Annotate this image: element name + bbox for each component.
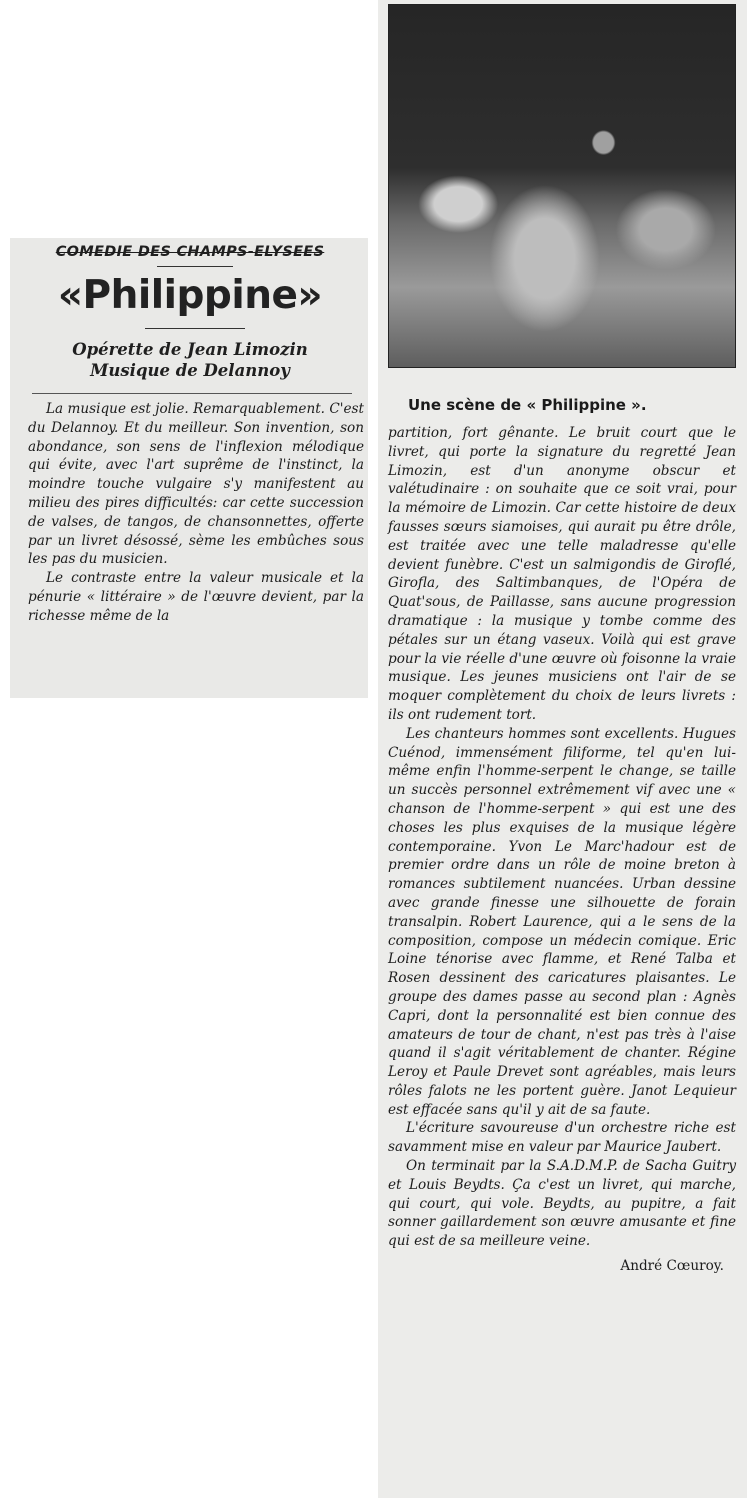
stage-photo (388, 4, 736, 368)
article-clipping-left (10, 238, 368, 698)
article-title: «Philippine» (57, 273, 323, 318)
article-body-left (28, 400, 364, 626)
article-clipping-right (378, 0, 747, 1498)
kicker-theatre-name: COMEDIE DES CHAMPS-ELYSEES (55, 244, 325, 260)
paragraph: L'écriture savoureuse d'un orchestre riche est savamment mise en valeur par Maurice Jaubert. (388, 1120, 736, 1156)
subtitle-line-librettist: Opérette de Jean Limozin (72, 340, 308, 359)
paragraph: Les chanteurs hommes sont excellents. Hugues Cuénod, immensément filiforme, tel qu'en lui-même enfin l'homme-serpent le change, se taille un succès personnel extrêmement vif avec une « chanson de l'homme-serpent » qui est une des choses les plus exquises de la musique légère contemporaine. Yvon Le Marc'hadour est de premier ordre dans un rôle de moine breton à romances subtilement nuancées. Urban dessine avec grande finesse une silhouette de forain transalpin. Robert Laurence, qui a le sens de la composition, compose un médecin comique. Eric Loine ténorise avec flamme, et René Talba et Rosen dessinent des caricatures plaisantes. Le groupe des dames passe au second plan : Agnès Capri, dont la personnalité est bien connue des amateurs de tour de chant, n'est pas très à l'aise quand il s'agit véritablement de chanter. Régine Leroy et Paule Drevet sont agréables, mais leurs rôles falots ne les portent guère. Janot Lequieur est effacée sans qu'il y ait de sa faute. (388, 725, 736, 1118)
article-subtitle (18, 339, 362, 381)
paragraph: On terminait par la S.A.D.M.P. de Sacha Guitry et Louis Beydts. Ça c'est un livret, qui marche, qui court, qui vole. Beydts, au pupitre, a fait sonner gaillardement son œuvre amusante et fine qui est de sa meilleure veine. (388, 1158, 736, 1250)
author-signature: André Cœuroy. (620, 1258, 724, 1275)
divider-rule (157, 266, 233, 267)
subtitle-line-composer: Musique de Delannoy (90, 361, 290, 380)
divider-rule (32, 393, 352, 394)
divider-rule (145, 328, 245, 329)
photo-caption: Une scène de « Philippine ». (408, 396, 647, 414)
paragraph: Le contraste entre la valeur musicale et la pénurie « littéraire » de l'œuvre devient, par la richesse même de la (28, 570, 364, 624)
paragraph: La musique est jolie. Remarquablement. C'est du Delannoy. Et du meilleur. Son invention, son abondance, son sens de l'inflexion mélodique qui évite, avec l'art suprême de l'instinct, la moindre touche vulgaire s'y manifestent au milieu des pires difficultés: car cette succession de valses, de tangos, de chansonnettes, offerte par un livret désossé, sème les embûches sous les pas du musicien. (28, 401, 364, 568)
paragraph: partition, fort gênante. Le bruit court que le livret, qui porte la signature du regretté Jean Limozin, est d'un anonyme obscur et valétudinaire : on souhaite que ce soit vrai, pour la mémoire de Limozin. Car cette histoire de deux fausses sœurs siamoises, qui aurait pu être drôle, est traitée avec une telle maladresse qu'elle devient funèbre. C'est un salmigondis de Giroflé, Girofla, des Saltimbanques, de l'Opéra de Quat'sous, de Paillasse, sans aucune progression dramatique : la musique y tombe comme des pétales sur un étang vaseux. Voilà qui est grave pour la vie réelle d'une œuvre où foisonne la vraie musique. Les jeunes musiciens ont l'air de se moquer complètement du choix de leurs livrets : ils ont rudement tort. (388, 425, 736, 723)
article-body-right (388, 424, 736, 1276)
